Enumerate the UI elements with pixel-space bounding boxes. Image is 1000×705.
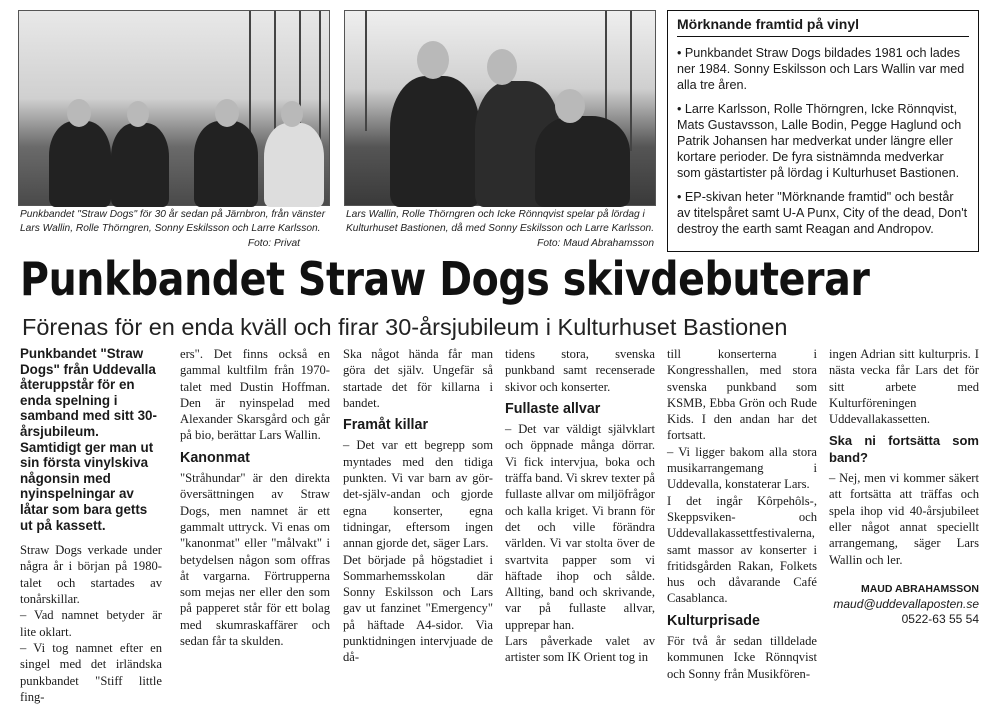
paragraph: – Det var ett begrepp som myntades med den tidiga punkten. Vi var barn av gör-det-själv-andan och gjorde egna konserter, egna tidningar, eftersom ingen annan gjorde det, säger Lars. <box>343 438 493 551</box>
band-photo-today <box>344 10 656 206</box>
subheading-fullaste-allvar: Fullaste allvar <box>505 400 601 417</box>
photo-2-credit: Foto: Maud Abrahamsson <box>537 238 654 249</box>
factbox-item: • Larre Karlsson, Rolle Thörngren, Icke Rönnqvist, Mats Gustavsson, Lalle Bodin, Pegge Haglund och Patrik Johansen har medverkat under längre eller kortare perioder. De fyra sistnämnda medverkar som gästartister på lördag i Kulturhuset Bastionen. <box>677 102 962 180</box>
article-column-6 <box>829 346 979 627</box>
article-column-1 <box>20 346 162 705</box>
subheading-kulturprisade: Kulturprisade <box>667 612 760 629</box>
factbox <box>667 10 979 252</box>
photo-1-caption: Punkbandet "Straw Dogs" för 30 år sedan på Järnbron, från vänster Lars Wallin, Rolle Thörngren, Sonny Eskilsson och Larre Karlsson. <box>20 209 326 234</box>
article-column-2 <box>180 346 330 649</box>
byline-email: maud@uddevallaposten.se <box>833 596 979 611</box>
paragraph: ers". Det finns också en gammal kultfilm från 1970-talet med Dustin Hoffman. Den är nyinspelad med Alexander Skarsgård och går på bio, berättar Lars Wallin. <box>180 347 330 443</box>
paragraph: till konserterna i Kongresshallen, med stora svenska punkband som KSMB, Ebba Grön och Rude Kids. I den andan har det fortsatt. <box>667 347 817 443</box>
paragraph: Det började på högstadiet i Sommarhemsskolan där Sonny Eskilsson och Lars gav ut fanzinet "Emergency" på häftade A4-sidor. Via punktidningen intervjuade de då- <box>343 552 493 665</box>
article-column-5 <box>667 346 817 682</box>
headline: Punkbandet Straw Dogs skivdebuterar <box>20 252 870 306</box>
band-photo-1984 <box>18 10 330 206</box>
paragraph: – Vi ligger bakom alla stora musikarrangemang i Uddevalla, konstaterar Lars. <box>667 444 817 492</box>
paragraph: – Det var väldigt självklart och öppnade många dörrar. Vi fick intervjua, boka och träffa band. Vi skrev texter på fullaste allvar om miljöfrågor och kalla kriget. Vi brann för det och ville förändra världen. Vi var stolta över de svartvita papper som vi häftade ihop och sålde. Allting, band och skrivande, var på fullaste allvar, upprepar han. <box>505 422 655 632</box>
deck: Förenas för en enda kväll och firar 30-årsjubileum i Kulturhuset Bastionen <box>22 314 788 340</box>
paragraph: tidens stora, svenska punkband samt recenserade skivor och konserter. <box>505 347 655 394</box>
article-column-3 <box>343 346 493 666</box>
factbox-item: • Punkbandet Straw Dogs bildades 1981 och lades ner 1984. Sonny Eskilsson och Lars Wallin var med alla tre åren. <box>677 46 965 92</box>
subheading-framat-killar: Framåt killar <box>343 417 429 434</box>
paragraph: "Stråhundar" är den direkta översättningen av Straw Dogs, men namnet är ett gammalt uttryck. Vi enas om "kanonmat" eller "målvakt" i betydelsen någon som offras åt vargarna. Förtruppernа som mejas ner eller den som på papperet står för ett bolag med skumraskaffärer och sedan får ta skulden. <box>180 471 330 649</box>
paragraph: ingen Adrian sitt kulturpris. I nästa vecka får Lars det för sitt arbete med Kulturföreningen Uddevallakassetten. <box>829 347 979 427</box>
paragraph: – Vad namnet betyder är lite oklart. <box>20 608 162 639</box>
ingress: Punkbandet "Straw Dogs" från Uddevalla återuppstår för en enda spelning i samband med sitt 30-årsjubileum. Samtidigt ger man ut sin första vinylskiva någonsin med nyinspelningar av låtar som bara getts ut på kassett. <box>20 346 157 533</box>
byline-name: MAUD ABRAHAMSSON <box>860 582 979 595</box>
article-column-4 <box>505 346 655 666</box>
photo-1-credit: Foto: Privat <box>247 238 300 249</box>
factbox-item: • EP-skivan heter "Mörknande framtid" och består av titelspåret samt U-A Punx, City of the dead, Don't destroy the earth samt Reagan and Andropov. <box>677 190 968 236</box>
paragraph: – Nej, men vi kommer säkert att fortsätta att träffas och spela ihop vid 40-årsjubileet eller något annat speciellt arrangemang, säger Lars Wallin och ler. <box>829 471 979 567</box>
photo-2-caption: Lars Wallin, Rolle Thörngren och Icke Rönnqvist spelar på lördag i Kulturhuset Bastionen, då med Sonny Eskilsson och Larre Karlsson. <box>346 209 655 234</box>
paragraph: I det ingår Kôrpehôls-, Skeppsviken- och Uddevallakassettfestivalerna, samt massor av konserter i fritidsgården Rakan, Folkets hus och dåvarande Café Casablanca. <box>667 493 817 606</box>
subheading-fortsatta: Ska ni fortsätta som band? <box>829 433 979 465</box>
byline <box>829 582 979 627</box>
paragraph: För två år sedan tilldelade kommunen Icke Rönnqvist och Sonny från Musikfören- <box>667 634 817 681</box>
byline-phone: 0522-63 55 54 <box>901 611 979 626</box>
factbox-title: Mörknande framtid på vinyl <box>677 16 969 37</box>
paragraph: Lars påverkade valet av artister som IK Orient tog in <box>505 634 655 665</box>
paragraph: Straw Dogs verkade under några år i början på 1980-talet och startades av tonårskillar. <box>20 543 162 607</box>
paragraph: Ska något hända får man göra det själv. Ungefär så startade det för killarna i bandet. <box>343 347 493 410</box>
paragraph: – Vi tog namnet efter en singel med det irländska punkbandet "Stiff little fing- <box>20 640 162 704</box>
subheading-kanonmat: Kanonmat <box>180 449 250 466</box>
